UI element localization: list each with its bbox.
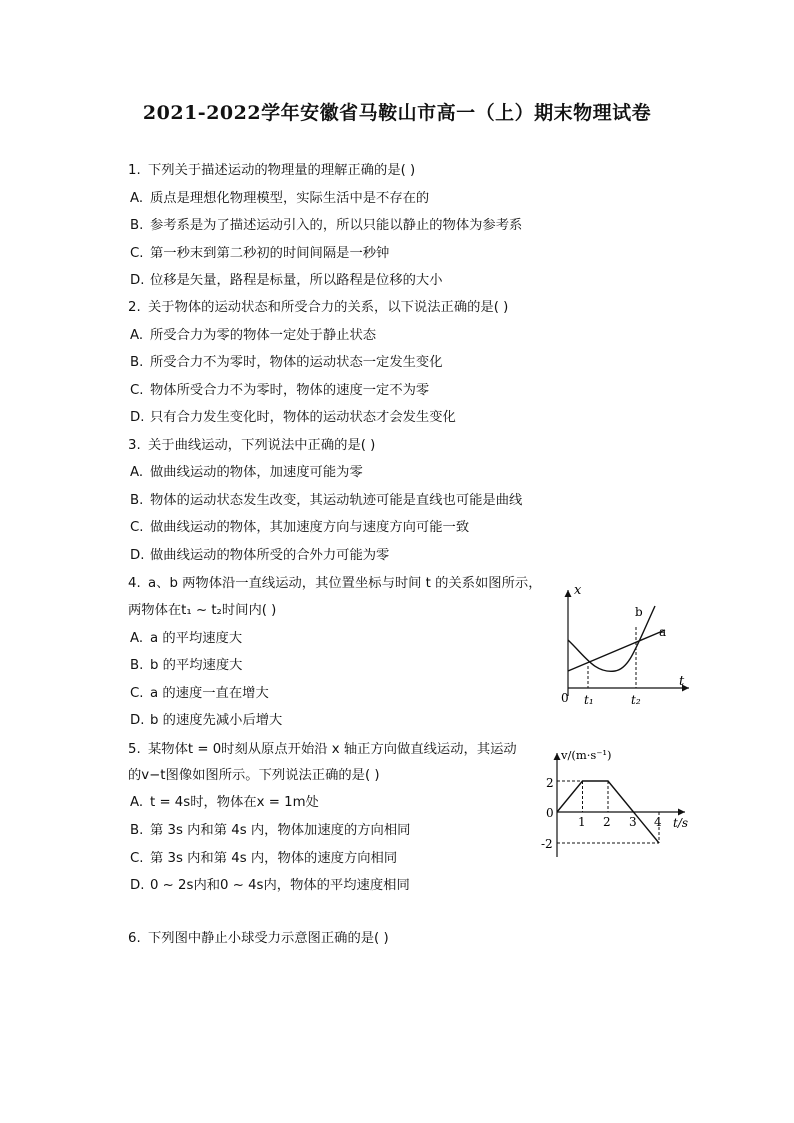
q1-option-a[interactable]: [130, 190, 429, 208]
x-tick-label: 4: [654, 815, 662, 829]
option-text: b 的平均速度大: [150, 658, 243, 673]
curve-b-label: b: [635, 605, 643, 619]
option-text: 做曲线运动的物体，加速度可能为零: [150, 465, 363, 480]
question-text: 关于曲线运动，下列说法中正确的是( ): [148, 438, 376, 453]
q3-option-b[interactable]: [130, 492, 522, 510]
option-text: 第 3s 内和第 4s 内，物体的速度方向相同: [150, 851, 398, 866]
y-tick-label: -2: [541, 837, 553, 851]
question-number: 6.: [128, 931, 141, 946]
question-text: 下列图中静止小球受力示意图正确的是( ): [148, 931, 389, 946]
page-title: 2021-2022学年安徽省马鞍山市高一（上）期末物理试卷: [142, 102, 652, 124]
option-text: 质点是理想化物理模型，实际生活中是不存在的: [150, 191, 430, 206]
question-5-stem-line2: [128, 767, 380, 785]
option-label: C.: [130, 383, 144, 398]
q1-option-b[interactable]: [130, 217, 522, 235]
option-label: A.: [130, 328, 144, 343]
q2-option-a[interactable]: [130, 327, 376, 345]
q2-option-b[interactable]: [130, 354, 443, 372]
option-text: 所受合力为零的物体一定处于静止状态: [150, 328, 377, 343]
t-axis-label: t/s: [673, 816, 689, 830]
option-label: B.: [130, 658, 144, 673]
option-label: D.: [130, 273, 145, 288]
q2-option-d[interactable]: [130, 409, 456, 427]
question-text: a、b 两物体沿一直线运动，其位置坐标与时间 t 的关系如图所示，: [148, 576, 542, 591]
q1-option-c[interactable]: [130, 245, 389, 263]
option-text: a 的平均速度大: [150, 631, 243, 646]
q5-option-d[interactable]: [130, 877, 410, 895]
x-axis-label: x: [574, 583, 582, 598]
option-text: 只有合力发生变化时，物体的运动状态才会发生变化: [150, 410, 456, 425]
question-3-stem: [128, 437, 375, 455]
option-label: D.: [130, 548, 145, 563]
y-tick-label: 2: [546, 776, 554, 790]
option-label: A.: [130, 465, 144, 480]
question-6-stem: [128, 930, 389, 948]
t-axis-label: t: [679, 674, 685, 689]
q4-option-c[interactable]: [130, 685, 269, 703]
vt-graph-figure: [535, 745, 705, 860]
option-text: 所受合力不为零时，物体的运动状态一定发生变化: [150, 355, 443, 370]
option-label: A.: [130, 795, 144, 810]
x-tick-label: 3: [629, 815, 637, 829]
option-label: D.: [130, 713, 145, 728]
v-axis-label: v/(m·s⁻¹): [561, 748, 612, 762]
x-tick-label: 1: [578, 815, 586, 829]
question-text: 某物体t = 0时刻从原点开始沿 x 轴正方向做直线运动，其运动: [148, 742, 517, 757]
question-number: 4.: [128, 576, 141, 591]
x-tick-label: 2: [603, 815, 611, 829]
option-label: C.: [130, 851, 144, 866]
option-label: B.: [130, 218, 144, 233]
t1-label: t₁: [584, 693, 594, 707]
question-text: 的v−t图像如图所示。下列说法正确的是( ): [128, 768, 380, 783]
question-text: 两物体在t₁ ~ t₂时间内( ): [128, 603, 277, 618]
option-label: A.: [130, 191, 144, 206]
question-5-stem: [128, 741, 517, 759]
q5-option-c[interactable]: [130, 850, 397, 868]
option-text: 位移是矢量，路程是标量，所以路程是位移的大小: [150, 273, 443, 288]
option-label: D.: [130, 410, 145, 425]
option-text: 第 3s 内和第 4s 内，物体加速度的方向相同: [150, 823, 411, 838]
option-text: 物体所受合力不为零时，物体的速度一定不为零: [150, 383, 430, 398]
line-a: [568, 630, 665, 671]
line-a-label: a: [659, 625, 667, 639]
question-2-stem: [128, 299, 508, 317]
question-text: 下列关于描述运动的物理量的理解正确的是( ): [148, 163, 416, 178]
option-text: 0 ~ 2s内和0 ~ 4s内，物体的平均速度相同: [150, 878, 410, 893]
question-number: 2.: [128, 300, 141, 315]
option-text: 第一秒末到第二秒初的时间间隔是一秒钟: [150, 246, 390, 261]
q3-option-a[interactable]: [130, 464, 363, 482]
question-number: 3.: [128, 438, 141, 453]
question-4-stem-line2: [128, 602, 276, 620]
q1-option-d[interactable]: [130, 272, 443, 290]
q5-option-a[interactable]: [130, 794, 319, 812]
option-text: 物体的运动状态发生改变，其运动轨迹可能是直线也可能是曲线: [150, 493, 523, 508]
option-label: D.: [130, 878, 145, 893]
question-4-stem: [128, 575, 542, 593]
option-label: C.: [130, 520, 144, 535]
question-text: 关于物体的运动状态和所受合力的关系，以下说法正确的是( ): [148, 300, 509, 315]
option-text: 做曲线运动的物体所受的合外力可能为零: [150, 548, 390, 563]
option-text: t = 4s时，物体在x = 1m处: [150, 795, 319, 810]
option-text: 参考系是为了描述运动引入的，所以只能以静止的物体为参考系: [150, 218, 523, 233]
question-number: 1.: [128, 163, 141, 178]
q5-option-b[interactable]: [130, 822, 410, 840]
q4-option-a[interactable]: [130, 630, 242, 648]
question-number: 5.: [128, 742, 141, 757]
option-label: B.: [130, 493, 144, 508]
q3-option-c[interactable]: [130, 519, 469, 537]
option-label: A.: [130, 631, 144, 646]
xt-graph-figure: [555, 578, 695, 708]
option-text: a 的速度一直在增大: [150, 686, 269, 701]
option-text: b 的速度先减小后增大: [150, 713, 283, 728]
q2-option-c[interactable]: [130, 382, 429, 400]
t2-label: t₂: [631, 693, 641, 707]
q3-option-d[interactable]: [130, 547, 389, 565]
q4-option-d[interactable]: [130, 712, 282, 730]
origin-label: 0: [546, 806, 554, 820]
option-label: C.: [130, 686, 144, 701]
option-label: B.: [130, 823, 144, 838]
option-label: B.: [130, 355, 144, 370]
option-label: C.: [130, 246, 144, 261]
origin-label: 0: [561, 691, 569, 705]
question-1-stem: [128, 162, 415, 180]
q4-option-b[interactable]: [130, 657, 242, 675]
option-text: 做曲线运动的物体，其加速度方向与速度方向可能一致: [150, 520, 470, 535]
